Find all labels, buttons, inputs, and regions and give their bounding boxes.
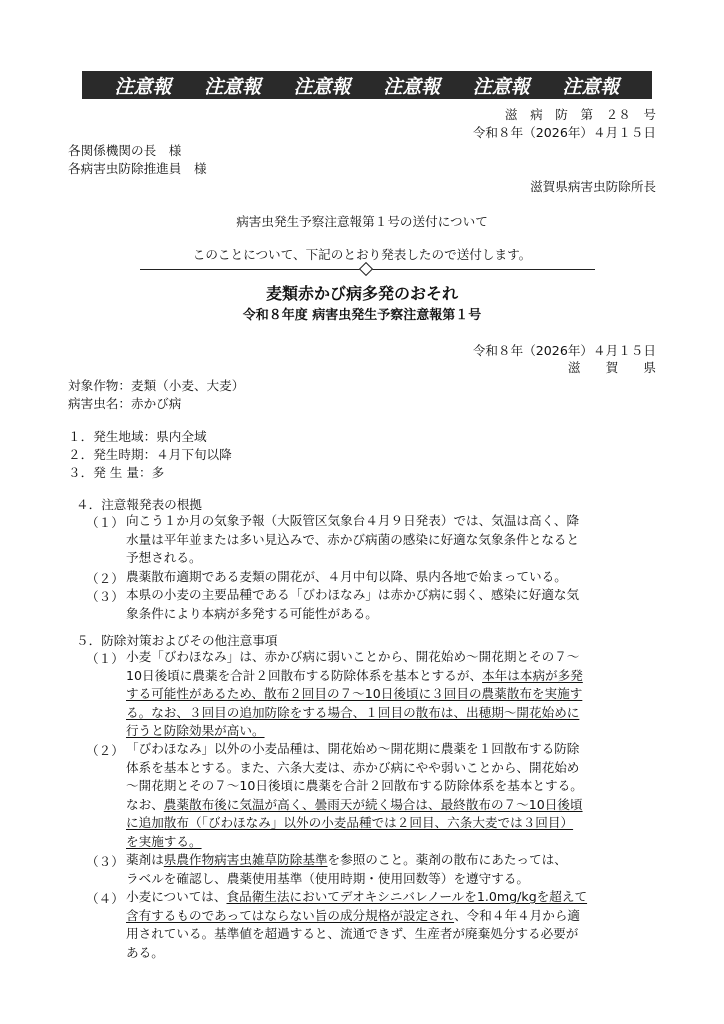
document-date: 令和８年（2026年）４月１５日 — [472, 125, 656, 140]
text-line: 水量は平年並または多い見込みで、赤かび病菌の感染に好適な気象条件となると — [126, 531, 580, 547]
sender: 滋賀県病害虫防除所長 — [530, 179, 656, 194]
banner-label: 注意報 — [114, 75, 172, 98]
report-title: 麦類赤かび病多発のおそれ — [265, 284, 458, 303]
text-line: 本県の小麦の主要品種である「びわほなみ」は赤かび病に弱く、感染に好適な気 — [126, 587, 580, 602]
text-line: ある。 — [126, 944, 164, 960]
text-line — [126, 888, 587, 907]
text-line — [126, 667, 583, 686]
text-line: 「びわほなみ」以外の小麦品種は、開花始め～開花期に農薬を１回散布する防除 — [126, 741, 580, 756]
text-segment: なお、 — [126, 796, 164, 812]
target-crop: 対象作物：麦類（小麦、大麦） — [68, 378, 245, 393]
text-segment: 10日後頃に農薬を合計２回散布する防除体系を基本とするが、 — [126, 667, 483, 683]
text-segment: 、令和４年４月から適 — [454, 907, 581, 923]
banner-label: 注意報 — [293, 75, 351, 98]
letter-subject: 病害虫発生予察注意報第１号の送付について — [236, 214, 488, 229]
underlined-text: を実施する。 — [126, 833, 202, 849]
text-line: 小麦「びわほなみ」は、赤かび病に弱いことから、開花始め～開花期とその７～ — [126, 649, 580, 664]
underlined-text: 含有するものであってはならない旨の成分規格が設定され — [126, 907, 455, 923]
point-label: （１） — [86, 515, 124, 530]
underlined-text: に追加散布（「びわほなみ」以外の小麦品種では２回目、六条大麦では３回目） — [126, 815, 574, 831]
text-line: ラベルを確認し、農薬使用基準（使用時期・使用回数等）を遵守する。 — [126, 870, 529, 886]
text-line: 向こう１か月の気象予報（大阪管区気象台４月９日発表）では、気温は高く、降 — [126, 513, 580, 528]
underlined-text: 県農作物病害虫雑草防除基準 — [163, 852, 328, 867]
underlined-text: る。なお、３回目の追加防除をする場合、１回目の散布は、出穂期～開花始めに — [126, 704, 580, 720]
diamond-ornament-icon — [359, 262, 373, 276]
recipient: 各病害虫防除推進員 様 — [68, 161, 207, 176]
text-line: ～開花期とその７～10日後頃に農薬を合計２回散布する防除体系を基本とする。 — [126, 778, 583, 794]
text-segment: を参照のこと。薬剤の散布にあたっては、 — [327, 852, 567, 867]
underlined-text: 食品衛生法においてデオキシニバレノールを1.0mg/kgを超えて — [226, 889, 588, 904]
item-period: ２．発生時期：４月下旬以降 — [68, 447, 232, 462]
text-line — [126, 851, 567, 870]
underlined-text: する可能性があるため、散布２回目の７～10日後頃に３回目の農薬散布を実施す — [126, 686, 583, 702]
underlined-text: 農薬散布後に気温が高く、曇雨天が続く場合は、最終散布の７～10日後頃 — [163, 796, 583, 812]
underlined-text: 本年は本病が多発 — [482, 667, 583, 683]
item-amount: ３．発 生 量：多 — [68, 465, 165, 480]
point-label: （２） — [86, 743, 124, 758]
text-segment: 薬剤は — [126, 852, 164, 867]
point-label: （３） — [86, 589, 124, 604]
report-subtitle: 令和８年度 病害虫発生予察注意報第１号 — [242, 308, 482, 323]
text-line — [126, 907, 587, 926]
text-line: 農薬散布適期である麦類の開花が、４月中旬以降、県内各地で始まっている。 — [126, 569, 567, 584]
text-line: 体系を基本とする。また、六条大麦は、赤かび病にやや弱いことから、開花始め — [126, 759, 580, 775]
warning-banner — [82, 71, 652, 99]
banner-label: 注意報 — [204, 75, 262, 98]
item-area: １．発生地域：県内全域 — [68, 429, 207, 444]
point-label: （１） — [86, 651, 124, 666]
document-number: 滋 病 防 第 ２８ 号 — [504, 107, 656, 122]
text-segment: 小麦については、 — [126, 889, 227, 904]
section-heading: ５．防除対策およびその他注意事項 — [76, 633, 278, 648]
banner-label: 注意報 — [472, 75, 530, 98]
report-issuer: 滋 賀 県 — [567, 360, 656, 375]
underlined-text: 行うと防除効果が高い。 — [126, 723, 265, 739]
text-line — [126, 796, 583, 815]
target-pest: 病害虫名：赤かび病 — [68, 396, 182, 411]
text-line: 予想される。 — [126, 550, 202, 566]
recipient: 各関係機関の長 様 — [68, 143, 182, 158]
section-heading: ４．注意報発表の根拠 — [76, 497, 202, 512]
point-label: （４） — [86, 891, 124, 906]
text-line: 象条件により本病が多発する可能性がある。 — [126, 605, 378, 621]
banner-label: 注意報 — [562, 75, 620, 98]
letter-body: このことについて、下記のとおり発表したので送付します。 — [192, 247, 532, 262]
banner-label: 注意報 — [383, 75, 441, 98]
report-date: 令和８年（2026年）４月１５日 — [472, 343, 656, 358]
text-line: 用されている。基準値を超過すると、流通できず、生産者が廃棄処分する必要が — [126, 926, 579, 942]
point-label: （２） — [86, 571, 124, 586]
point-label: （３） — [86, 854, 124, 869]
